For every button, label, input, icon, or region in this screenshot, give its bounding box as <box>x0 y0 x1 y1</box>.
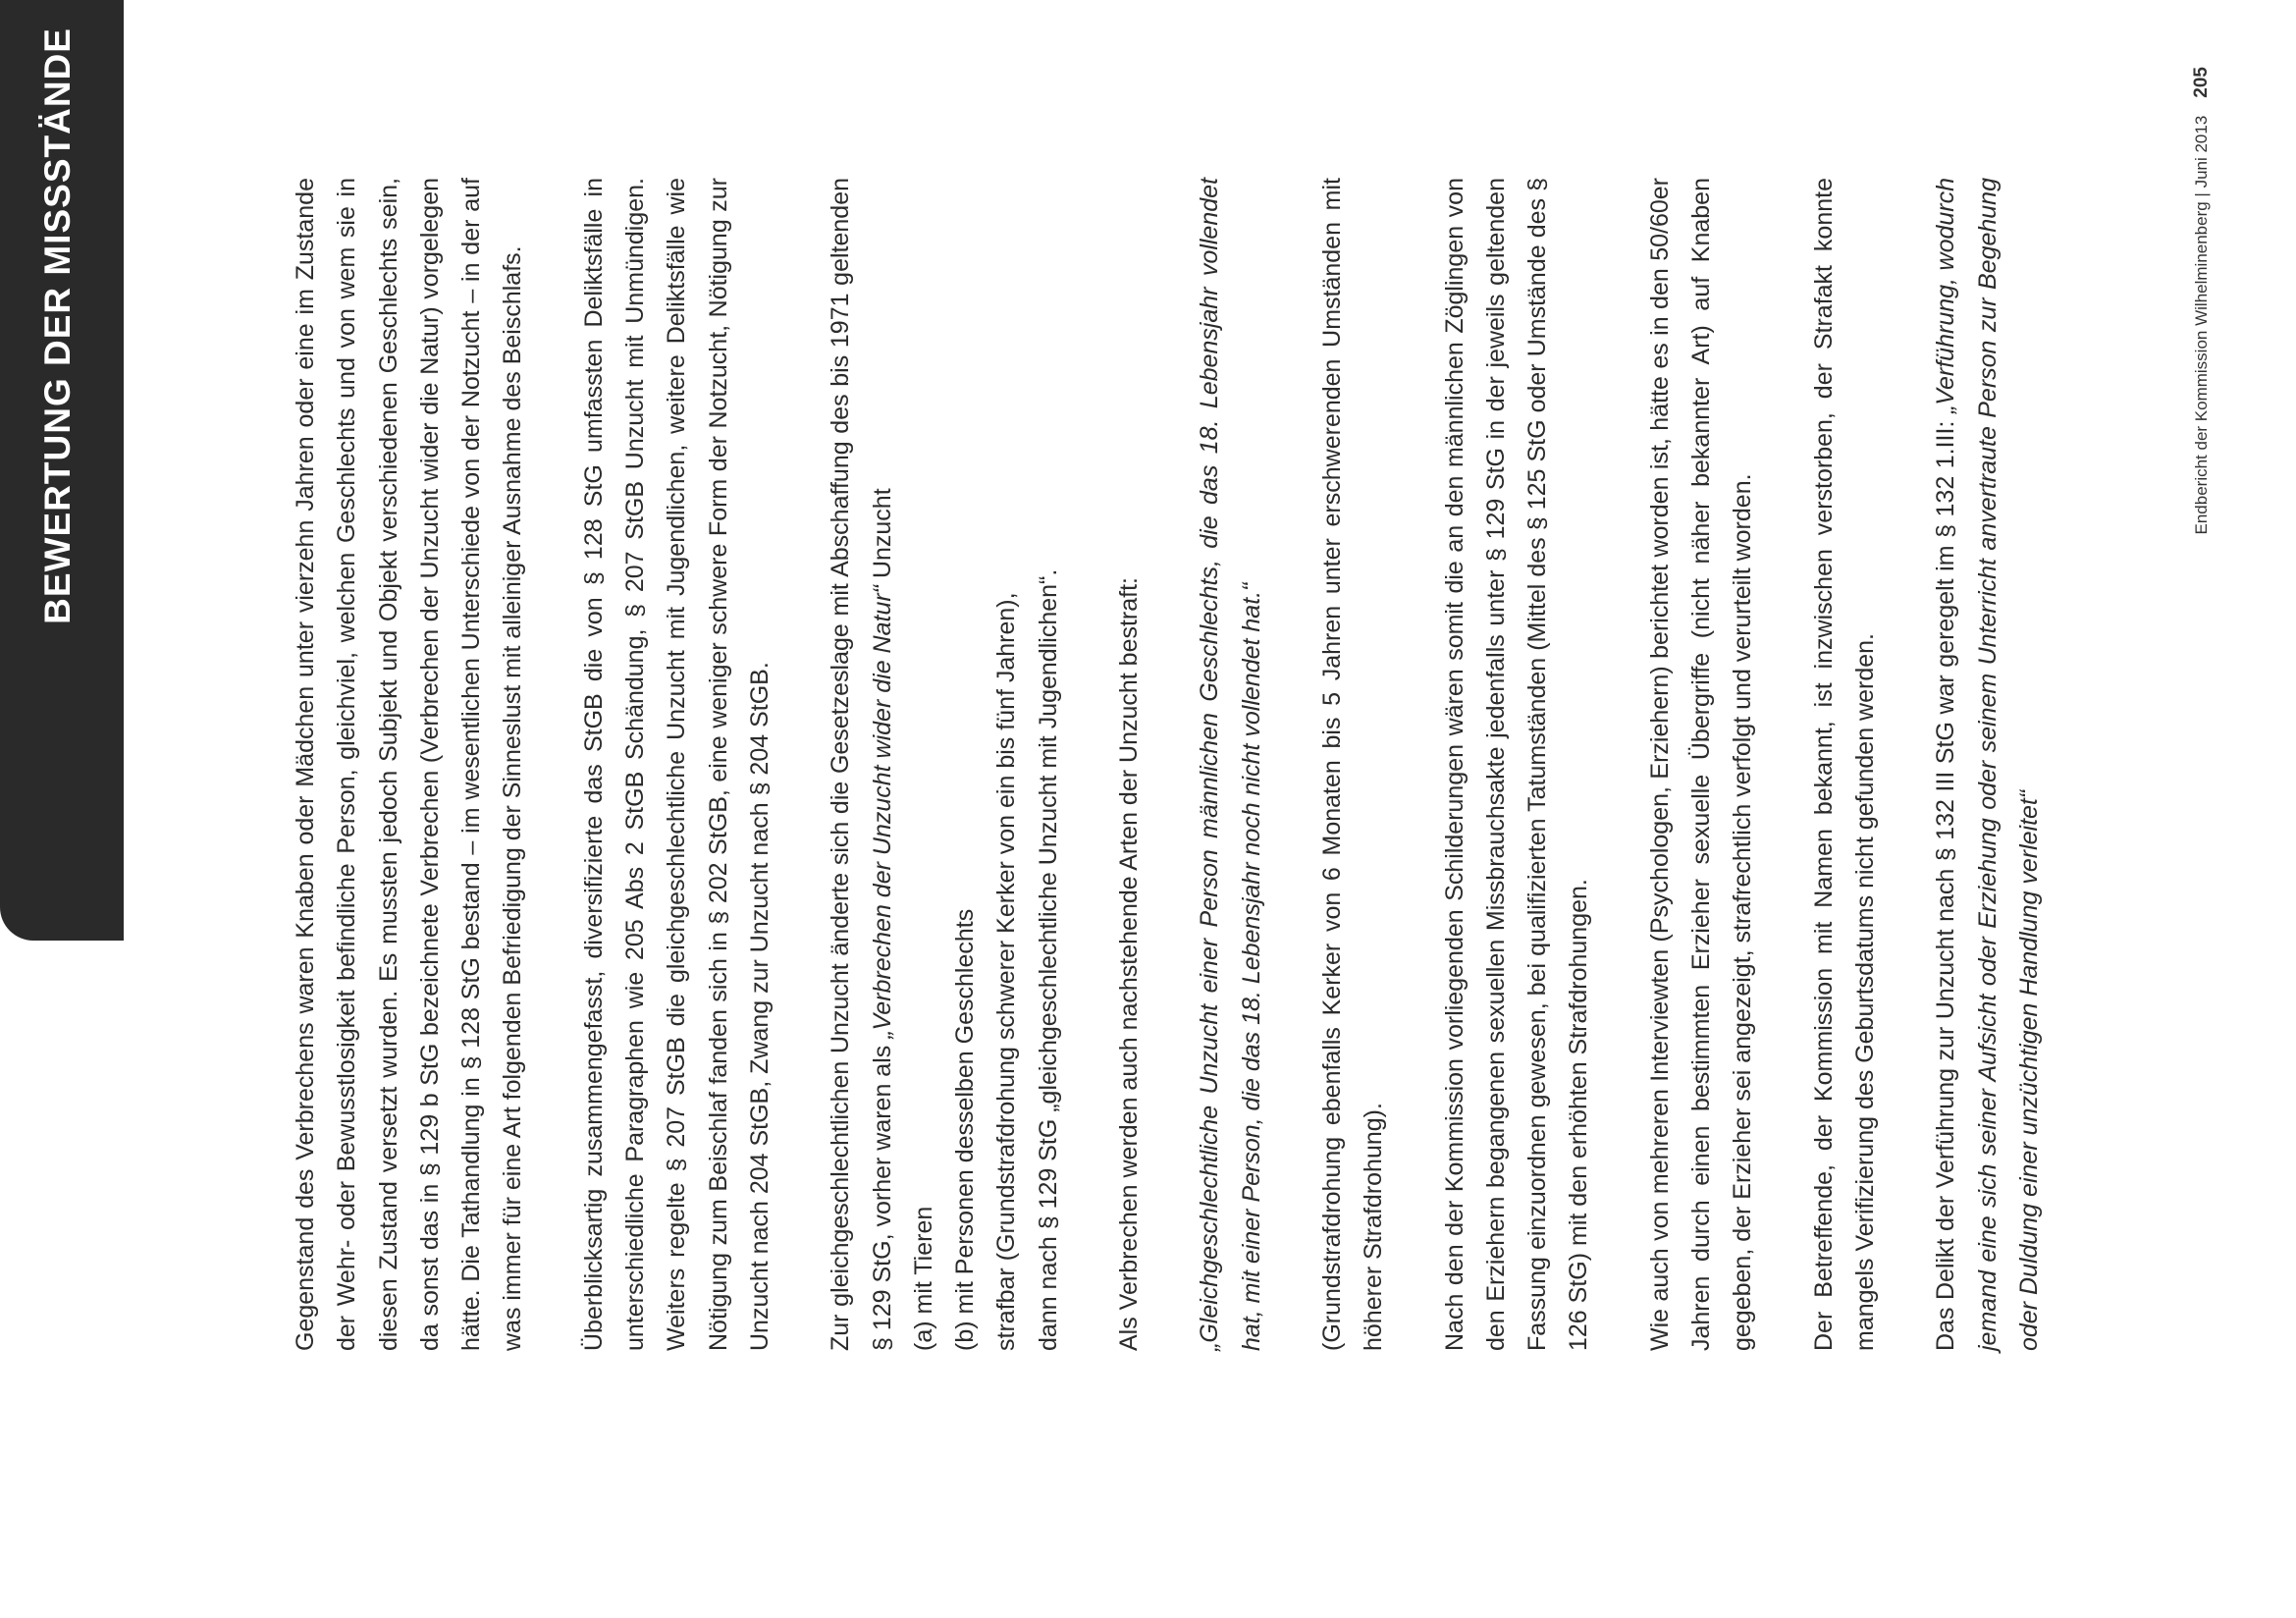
quoted-legal-term: „Verbrechen der Unzucht wider die Natur“ <box>868 585 896 1039</box>
quoted-paragraph: „Gleichgeschlechtliche Unzucht einer Person männlichen Geschlechts, die das 18. Lebensjahr vollendet hat, mit einer Person, die das 18. Lebensjahr noch nicht vollendet hat.“ <box>1196 178 1265 1351</box>
paragraph: Wie auch von mehreren Interviewten (Psychologen, Erziehern) berichtet worden ist, hätte es in den 50/60er Jahren durch einen bestimmten Erzieher sexuelle Übergriffe (nicht näher bekannter Art) auf Knaben gegeben, der Erzieher sei angezeigt, strafrechtlich verfolgt und verurteilt worden. <box>1645 178 1757 1351</box>
section-title: BEWERTUNG DER MISSSTÄNDE <box>37 27 78 624</box>
quoted-legal-text: „Verführung, wodurch jemand eine sich seiner Aufsicht oder Erziehung oder seinem Unterricht anvertraute Person zur Begehung oder Duldung einer unzüchtigen Handlung verleitet“ <box>1932 177 2043 1351</box>
footer-text: Endbericht der Kommission Wilhelminenberg | Juni 2013 <box>2192 115 2211 535</box>
list-line: dann nach § 129 StG „gleichgeschlechtliche Unzucht mit Jugendlichen“. <box>1034 568 1062 1351</box>
paragraph-text: Zur gleichgeschlechtlichen Unzucht änderte sich die Gesetzeslage mit Abschaffung des bis 1971 geltenden § 129 StG, vorher waren als <box>827 178 896 1351</box>
paragraph: Gegenstand des Verbrechens waren Knaben oder Mädchen unter vierzehn Jahren oder eine im Zustande der Wehr- oder Bewusstlosigkeit befindliche Person, gleichviel, welchen Geschlechts und von wem sie in diesen Zustand versetzt wurden. Es mussten jedoch Subjekt und Objekt verschiedenen Geschlechts sein, da sonst das in § 129 b StG bezeichnete Verbrechen (Verbrechen der Unzucht wider die Natur) vorgelegen hätte. Die Tathandlung in § 128 StG bestand – im wesentlichen Unterschiede von der Notzucht – in der auf was immer für eine Art folgenden Befriedigung der Sinneslust mit alleiniger Ausnahme des Beischlafs. <box>292 178 527 1351</box>
list-line: strafbar (Grundstrafdrohung schwerer Kerker von ein bis fünf Jahren), <box>992 592 1021 1351</box>
paragraph: Als Verbrechen werden auch nachstehende Arten der Unzucht bestraft: <box>1115 577 1144 1351</box>
document-body <box>285 178 2089 1351</box>
page-number: 205 <box>2191 67 2212 98</box>
paragraph: Der Betreffende, der Kommission mit Namen bekannt, ist inzwischen verstorben, der Strafakt konnte mangels Verifizierung des Geburtsdatums nicht gefunden werden. <box>1809 178 1879 1351</box>
list-line: (b) mit Personen desselben Geschlechts <box>951 908 980 1351</box>
paragraph: Überblicksartig zusammengefasst, diversifizierte das StGB die von § 128 StG umfassten Deliktsfälle in unterschiedliche Paragraphen wie 205 Abs 2 StGB Schändung, § 207 StGB Unzucht mit Unmündigen. Weiters regelte § 207 StGB die gleichgeschlechtliche Unzucht mit Jugendlichen, weitere Deliktsfälle wie Nötigung zum Beischlaf fanden sich in § 202 StGB, eine weniger schwere Form der Notzucht, Nötigung zur Unzucht nach 204 StGB, Zwang zur Unzucht nach § 204 StGB. <box>579 178 774 1351</box>
section-header-bar <box>0 0 124 941</box>
paragraph <box>820 178 1069 1351</box>
paragraph: Nach den der Kommission vorliegenden Schilderungen wären somit die an den männlichen Zöglingen von den Erziehern begangenen sexuellen Missbrauchsakte jedenfalls unter § 129 StG in der jeweils geltenden Fassung einzuordnen gewesen, bei qualifizierten Tatumständen (Mittel des § 125 StG oder Umstände des § 126 StG) mit den erhöhten Strafdrohungen. <box>1440 178 1593 1351</box>
paragraph-text: Unzucht <box>868 488 896 585</box>
paragraph-text: Das Delikt der Verführung zur Unzucht nach § 132 III StG war geregelt im § 132 1.III: <box>1932 413 1960 1351</box>
page-footer <box>2191 67 2213 577</box>
paragraph: (Grundstrafdrohung ebenfalls Kerker von 6 Monaten bis 5 Jahren unter erschwerenden Umständen mit höherer Strafdrohung). <box>1317 178 1388 1351</box>
list-line: (a) mit Tieren <box>909 1206 937 1351</box>
paragraph <box>1925 178 2050 1351</box>
